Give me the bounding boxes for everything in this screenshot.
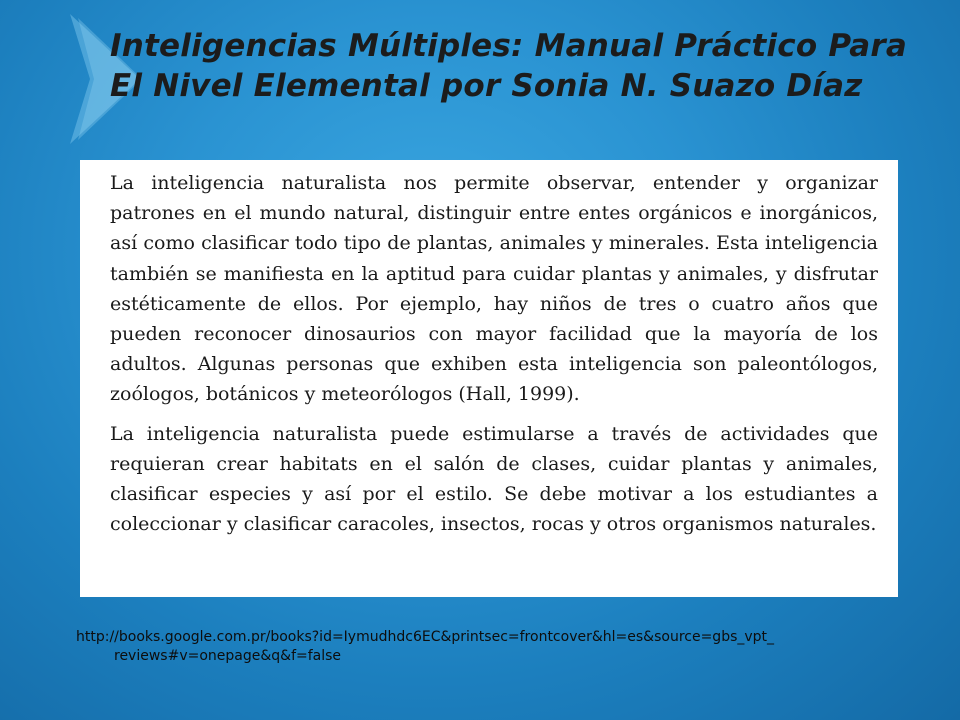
excerpt-paragraph-1: La inteligencia naturalista nos permite observar, entender y organizar patrones en el mundo natural, distinguir entre entes orgánicos e inorgánicos, así como clasificar todo tipo de plantas, animales y minerales. Esta inteligencia también se manifiesta en la aptitud para cuidar plantas y animales, y disfrutar estéticamente de ellos. Por ejemplo, hay niños de tres o cuatro años que pueden reconocer dinosaurios con mayor facilidad que la mayoría de los adultos. Algunas personas que exhiben esta inteligencia son paleontólogos, zoólogos, botánicos y meteorólogos (Hall, 1999). [110, 172, 878, 406]
title-line-2: El Nivel Elemental por Sonia N. Suazo Díaz [110, 68, 863, 104]
slide-title [110, 26, 930, 106]
source-link[interactable] [76, 628, 926, 666]
source-url-line-2[interactable]: reviews#v=onepage&q&f=false [114, 648, 342, 664]
source-url-line-1[interactable]: http://books.google.com.pr/books?id=Iymudhdc6EC&printsec=frontcover&hl=es&source=gbs_vpt_ [76, 629, 775, 645]
book-excerpt-image [80, 160, 898, 597]
title-line-1: Inteligencias Múltiples: Manual Práctico Para [110, 28, 907, 64]
excerpt-paragraph-2: La inteligencia naturalista puede estimularse a través de actividades que requieran crear habitats en el salón de clases, cuidar plantas y animales, clasificar especies y así por el estilo. Se debe motivar a los estudiantes a coleccionar y clasificar caracoles, insectos, rocas y otros organismos naturales. [110, 422, 878, 536]
